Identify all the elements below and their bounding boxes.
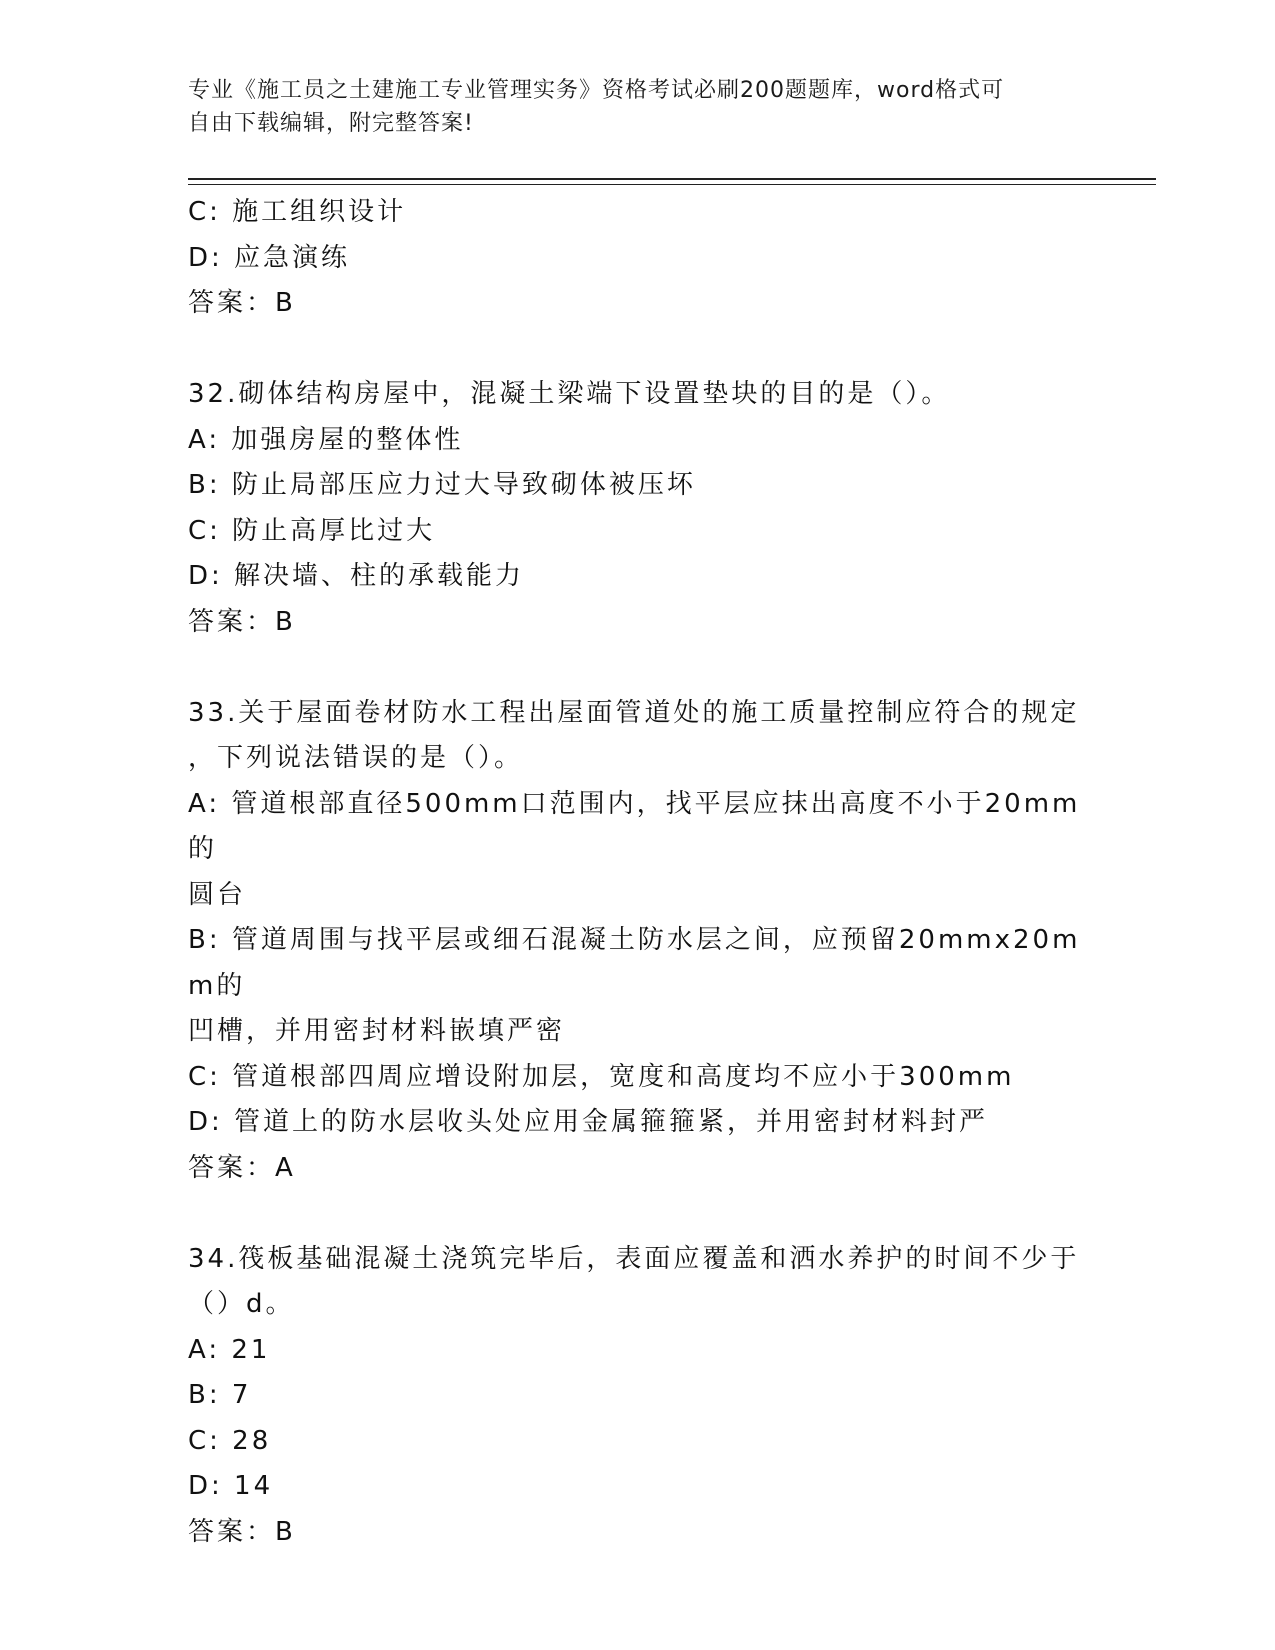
question-32 [188, 372, 1088, 645]
answer-line: 答案：B [188, 606, 296, 637]
option-d: D: 14 [188, 1471, 274, 1501]
option-c: C: 施工组织设计 [188, 197, 407, 227]
header-rule-thin [188, 184, 1156, 185]
header-line-2: 自由下载编辑，附完整答案! [188, 111, 474, 136]
previous-question-tail [188, 190, 1088, 327]
option-d: D: 管道上的防水层收头处应用金属箍箍紧，并用密封材料封严 [188, 1107, 989, 1137]
question-text-line-2: ，下列说法错误的是（）。 [188, 743, 524, 773]
option-c: C: 28 [188, 1425, 272, 1456]
option-b-line-1: B: 管道周围与找平层或细石混凝土防水层之间，应预留20mmx20mm的 [188, 925, 1081, 1001]
option-b: B: 防止局部压应力过大导致砌体被压坏 [188, 470, 696, 500]
spacer [188, 645, 1088, 691]
option-a-line-1: A: 管道根部直径500mm口范围内，找平层应抹出高度不小于20mm的 [188, 788, 1081, 864]
option-c: C: 防止高厚比过大 [188, 515, 436, 546]
answer-line: 答案：A [188, 1152, 296, 1183]
spacer [188, 1191, 1088, 1237]
option-b-line-2: 凹槽，并用密封材料嵌填严密 [188, 1016, 566, 1046]
question-34 [188, 1237, 1088, 1556]
header-line-1: 专业《施工员之土建施工专业管理实务》资格考试必刷200题题库，word格式可 [188, 78, 1005, 103]
page-header [188, 74, 1068, 140]
spacer [188, 327, 1088, 373]
header-rule-thick [188, 178, 1156, 180]
option-a-line-2: 圆台 [188, 879, 247, 910]
option-b: B: 7 [188, 1380, 252, 1410]
option-c: C: 管道根部四周应增设附加层，宽度和高度均不应小于300mm [188, 1061, 1015, 1092]
question-text-line-1: 33.关于屋面卷材防水工程出屋面管道处的施工质量控制应符合的规定 [188, 697, 1080, 728]
question-content [188, 190, 1088, 1555]
option-a: A: 加强房屋的整体性 [188, 424, 464, 455]
question-text-line-2: （）d。 [188, 1289, 295, 1319]
option-d: D: 应急演练 [188, 242, 351, 273]
question-text-line-1: 34.筏板基础混凝土浇筑完毕后，表面应覆盖和洒水养护的时间不少于 [188, 1243, 1080, 1274]
answer-line: 答案：B [188, 288, 296, 318]
option-a: A: 21 [188, 1334, 271, 1365]
question-text: 32.砌体结构房屋中，混凝土梁端下设置垫块的目的是（）。 [188, 379, 951, 409]
option-d: D: 解决墙、柱的承载能力 [188, 561, 525, 591]
question-33 [188, 691, 1088, 1192]
answer-line: 答案：B [188, 1516, 296, 1547]
